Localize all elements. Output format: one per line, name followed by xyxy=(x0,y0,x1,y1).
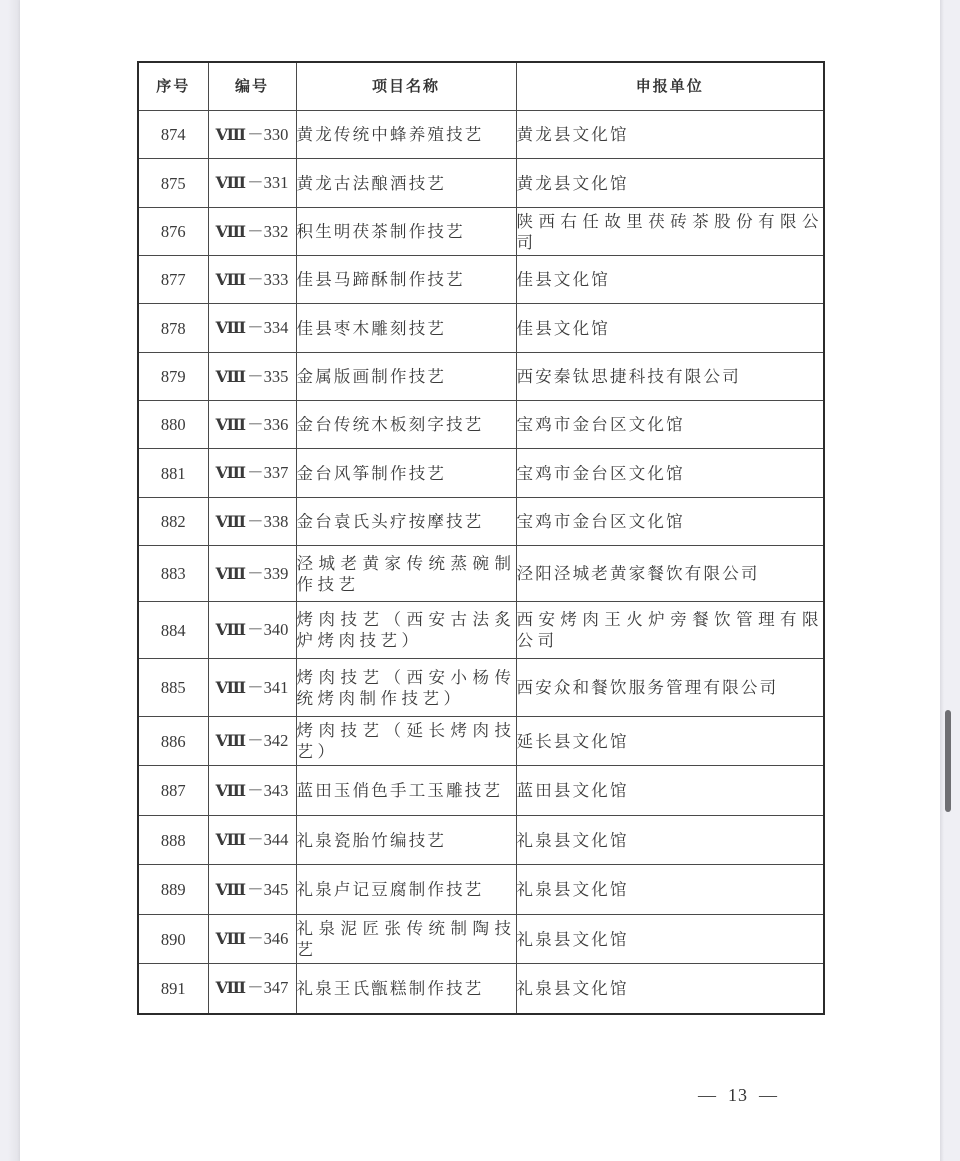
cell-project-name: 金台风筝制作技艺 xyxy=(296,449,516,498)
cell-project-name: 礼泉王氏甑糕制作技艺 xyxy=(296,964,516,1014)
cell-applicant-unit: 泾阳泾城老黄家餐饮有限公司 xyxy=(516,546,824,602)
cell-applicant-unit: 黄龙县文化馆 xyxy=(516,111,824,159)
cell-code xyxy=(208,401,296,449)
cell-code xyxy=(208,602,296,659)
code-number: －333 xyxy=(247,269,289,289)
cell-project-name: 佳县马蹄酥制作技艺 xyxy=(296,256,516,304)
table-row xyxy=(138,766,824,816)
table-row xyxy=(138,304,824,353)
cell-applicant-unit: 宝鸡市金台区文化馆 xyxy=(516,449,824,498)
cell-code xyxy=(208,304,296,353)
code-category: Ⅷ xyxy=(215,416,246,434)
cell-project-name: 金台袁氏头疗按摩技艺 xyxy=(296,498,516,546)
table-row xyxy=(138,498,824,546)
code-category: Ⅷ xyxy=(215,465,246,482)
cell-project-name: 礼泉泥匠张传统制陶技艺 xyxy=(296,915,516,964)
code-category: Ⅷ xyxy=(215,931,246,948)
cell-project-name: 佳县枣木雕刻技艺 xyxy=(296,304,516,353)
code-category: Ⅷ xyxy=(215,223,246,241)
table-row xyxy=(138,111,824,159)
cell-code xyxy=(208,498,296,546)
cell-project-name: 烤肉技艺（西安古法炙炉烤肉技艺） xyxy=(296,602,516,659)
cell-seq: 891 xyxy=(138,964,208,1014)
code-number: －342 xyxy=(247,731,289,750)
code-category: Ⅷ xyxy=(215,513,246,531)
table-row xyxy=(138,256,824,304)
code-number: －344 xyxy=(247,830,289,849)
table-row xyxy=(138,964,824,1014)
cell-seq: 889 xyxy=(138,865,208,915)
cell-applicant-unit: 佳县文化馆 xyxy=(516,256,824,304)
cell-seq: 883 xyxy=(138,546,208,602)
cell-seq: 886 xyxy=(138,717,208,766)
table-row xyxy=(138,208,824,256)
cell-applicant-unit: 礼泉县文化馆 xyxy=(516,964,824,1014)
cell-project-name: 礼泉瓷胎竹编技艺 xyxy=(296,816,516,865)
table-row xyxy=(138,449,824,498)
cell-code xyxy=(208,111,296,159)
table-row xyxy=(138,816,824,865)
cell-code xyxy=(208,717,296,766)
cell-project-name: 烤肉技艺（延长烤肉技艺） xyxy=(296,717,516,766)
cell-seq: 885 xyxy=(138,659,208,717)
cell-project-name: 黄龙古法酿酒技艺 xyxy=(296,159,516,208)
table-row xyxy=(138,401,824,449)
cell-applicant-unit: 佳县文化馆 xyxy=(516,304,824,353)
cell-seq: 875 xyxy=(138,159,208,208)
cell-seq: 876 xyxy=(138,208,208,256)
code-category: Ⅷ xyxy=(215,782,246,800)
cell-project-name: 积生明茯茶制作技艺 xyxy=(296,208,516,256)
cell-applicant-unit: 宝鸡市金台区文化馆 xyxy=(516,401,824,449)
cell-seq: 888 xyxy=(138,816,208,865)
table-row xyxy=(138,159,824,208)
code-number: －336 xyxy=(247,414,289,434)
cell-project-name: 金属版画制作技艺 xyxy=(296,353,516,401)
code-number: －337 xyxy=(247,463,289,482)
code-category: Ⅷ xyxy=(215,126,246,144)
code-number: －332 xyxy=(247,221,289,241)
cell-seq: 884 xyxy=(138,602,208,659)
code-category: Ⅷ xyxy=(215,679,246,697)
cell-code xyxy=(208,915,296,964)
code-number: －345 xyxy=(247,879,289,899)
table-header-row xyxy=(138,62,824,111)
cell-code xyxy=(208,865,296,915)
cell-code xyxy=(208,159,296,208)
cell-applicant-unit: 陕西右任故里茯砖茶股份有限公司 xyxy=(516,208,824,256)
code-number: －339 xyxy=(247,563,289,583)
cell-applicant-unit: 西安众和餐饮服务管理有限公司 xyxy=(516,659,824,717)
code-category: Ⅷ xyxy=(215,733,246,750)
cell-applicant-unit: 黄龙县文化馆 xyxy=(516,159,824,208)
viewer-right-margin xyxy=(940,0,944,1161)
cell-code xyxy=(208,659,296,717)
cell-seq: 879 xyxy=(138,353,208,401)
header-seq: 序号 xyxy=(138,62,208,111)
code-category: Ⅷ xyxy=(215,368,246,386)
table-body xyxy=(138,111,824,1014)
cell-seq: 890 xyxy=(138,915,208,964)
code-number: －330 xyxy=(247,124,289,144)
viewer-left-margin xyxy=(8,0,20,1161)
cell-code xyxy=(208,816,296,865)
table-row xyxy=(138,602,824,659)
cell-seq: 877 xyxy=(138,256,208,304)
code-number: －334 xyxy=(247,318,289,337)
table-row xyxy=(138,717,824,766)
cell-code xyxy=(208,449,296,498)
cell-project-name: 蓝田玉俏色手工玉雕技艺 xyxy=(296,766,516,816)
code-number: －347 xyxy=(247,978,289,998)
code-category: Ⅷ xyxy=(215,320,246,337)
code-number: －335 xyxy=(247,366,289,386)
heritage-project-table xyxy=(137,61,825,1015)
page-number: — 13 — xyxy=(698,1085,778,1105)
code-category: Ⅷ xyxy=(215,881,246,899)
cell-applicant-unit: 礼泉县文化馆 xyxy=(516,865,824,915)
code-number: －341 xyxy=(247,677,289,697)
cell-code xyxy=(208,353,296,401)
cell-code xyxy=(208,766,296,816)
cell-code xyxy=(208,208,296,256)
scrollbar-thumb[interactable] xyxy=(945,710,951,812)
cell-code xyxy=(208,964,296,1014)
cell-applicant-unit: 蓝田县文化馆 xyxy=(516,766,824,816)
cell-seq: 880 xyxy=(138,401,208,449)
cell-seq: 874 xyxy=(138,111,208,159)
table-row xyxy=(138,659,824,717)
cell-project-name: 泾城老黄家传统蒸碗制作技艺 xyxy=(296,546,516,602)
cell-seq: 878 xyxy=(138,304,208,353)
code-number: －338 xyxy=(247,511,289,531)
code-category: Ⅷ xyxy=(215,980,246,998)
cell-applicant-unit: 西安烤肉王火炉旁餐饮管理有限公司 xyxy=(516,602,824,659)
cell-code xyxy=(208,256,296,304)
code-category: Ⅷ xyxy=(215,565,246,583)
table-row xyxy=(138,353,824,401)
cell-project-name: 金台传统木板刻字技艺 xyxy=(296,401,516,449)
code-number: －343 xyxy=(247,780,289,800)
code-number: －331 xyxy=(247,173,289,192)
cell-applicant-unit: 礼泉县文化馆 xyxy=(516,816,824,865)
table-row xyxy=(138,865,824,915)
cell-applicant-unit: 延长县文化馆 xyxy=(516,717,824,766)
cell-code xyxy=(208,546,296,602)
cell-applicant-unit: 西安秦钛思捷科技有限公司 xyxy=(516,353,824,401)
cell-project-name: 礼泉卢记豆腐制作技艺 xyxy=(296,865,516,915)
cell-seq: 887 xyxy=(138,766,208,816)
code-category: Ⅷ xyxy=(215,175,246,192)
cell-project-name: 黄龙传统中蜂养殖技艺 xyxy=(296,111,516,159)
code-number: －340 xyxy=(247,620,289,639)
table-row xyxy=(138,546,824,602)
cell-applicant-unit: 宝鸡市金台区文化馆 xyxy=(516,498,824,546)
cell-seq: 882 xyxy=(138,498,208,546)
code-category: Ⅷ xyxy=(215,832,246,849)
header-name: 项目名称 xyxy=(296,62,516,111)
header-unit: 申报单位 xyxy=(516,62,824,111)
header-code: 编号 xyxy=(208,62,296,111)
cell-seq: 881 xyxy=(138,449,208,498)
code-category: Ⅷ xyxy=(215,271,246,289)
cell-project-name: 烤肉技艺（西安小杨传统烤肉制作技艺） xyxy=(296,659,516,717)
code-number: －346 xyxy=(247,929,289,948)
code-category: Ⅷ xyxy=(215,622,246,639)
table-row xyxy=(138,915,824,964)
cell-applicant-unit: 礼泉县文化馆 xyxy=(516,915,824,964)
